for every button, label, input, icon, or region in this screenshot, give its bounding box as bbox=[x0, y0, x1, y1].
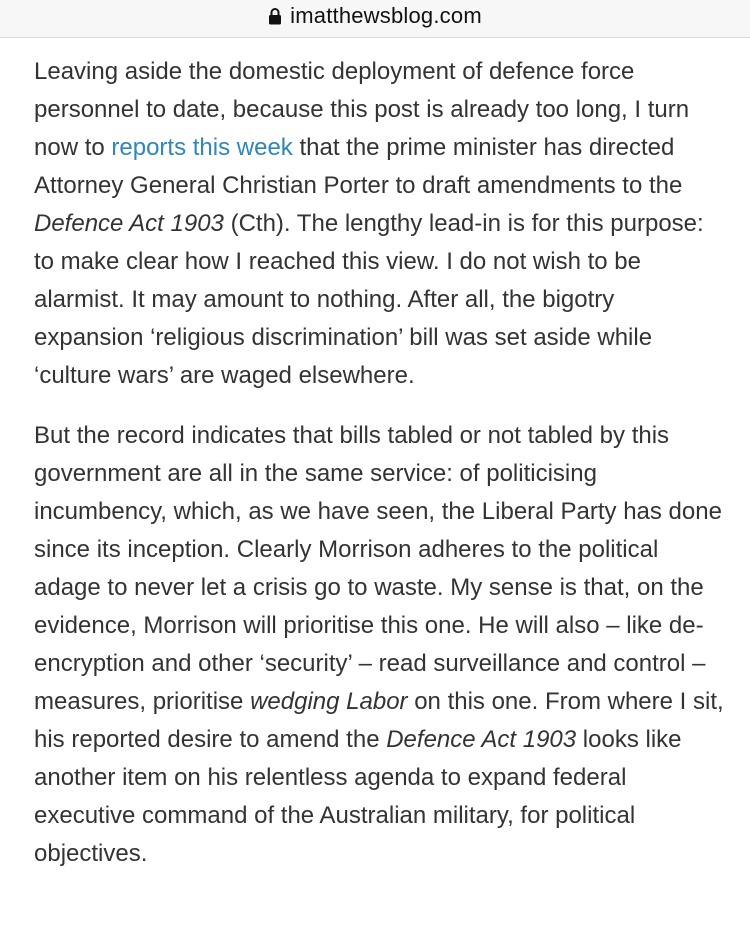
article-body bbox=[34, 53, 724, 873]
url-text: imatthewsblog.com bbox=[290, 2, 482, 28]
browser-url-bar[interactable] bbox=[0, 0, 750, 38]
url-display[interactable] bbox=[268, 3, 482, 29]
p1-text-2: that the prime minister has directed Attorney General Christian Porter to draft amendments to the bbox=[34, 134, 683, 199]
p1-text-1: Leaving aside the domestic deployment of defence force personnel to date, because this post is already too long, I turn now to bbox=[34, 58, 690, 161]
p2-text-2: on this one. From where I sit, his reported desire to amend the bbox=[34, 688, 724, 753]
article-paragraph-1 bbox=[34, 53, 724, 395]
p1-defence-act-title: Defence Act 1903 bbox=[34, 210, 224, 237]
p2-text-1: But the record indicates that bills tabled or not tabled by this government are all in the same service: of politicising incumbency, which, as we have seen, the Liberal Party has done since its inception. Clearly Morrison adheres to the political adage to never let a crisis go to waste. My sense is that, on the evidence, Morrison will prioritise this one. He will also – like de-encryption and other ‘security’ – read surveillance and control – measures, prioritise bbox=[34, 422, 722, 715]
p2-defence-act-title: Defence Act 1903 bbox=[386, 726, 577, 753]
p2-wedging-labor: wedging Labor bbox=[250, 688, 408, 715]
article-paragraph-2 bbox=[34, 417, 724, 873]
p2-text-3: looks like another item on his relentless agenda to expand federal executive command of the Australian military, for political objectives. bbox=[34, 726, 682, 867]
lock-icon bbox=[268, 7, 282, 25]
p1-text-3: (Cth). The lengthy lead-in is for this purpose: to make clear how I reached this view. I do not wish to be alarmist. It may amount to nothing. After all, the bigotry expansion ‘religious discrimination’ bill was set aside while ‘culture wars’ are waged elsewhere. bbox=[34, 210, 704, 389]
reports-this-week-link[interactable]: reports this week bbox=[111, 134, 293, 161]
